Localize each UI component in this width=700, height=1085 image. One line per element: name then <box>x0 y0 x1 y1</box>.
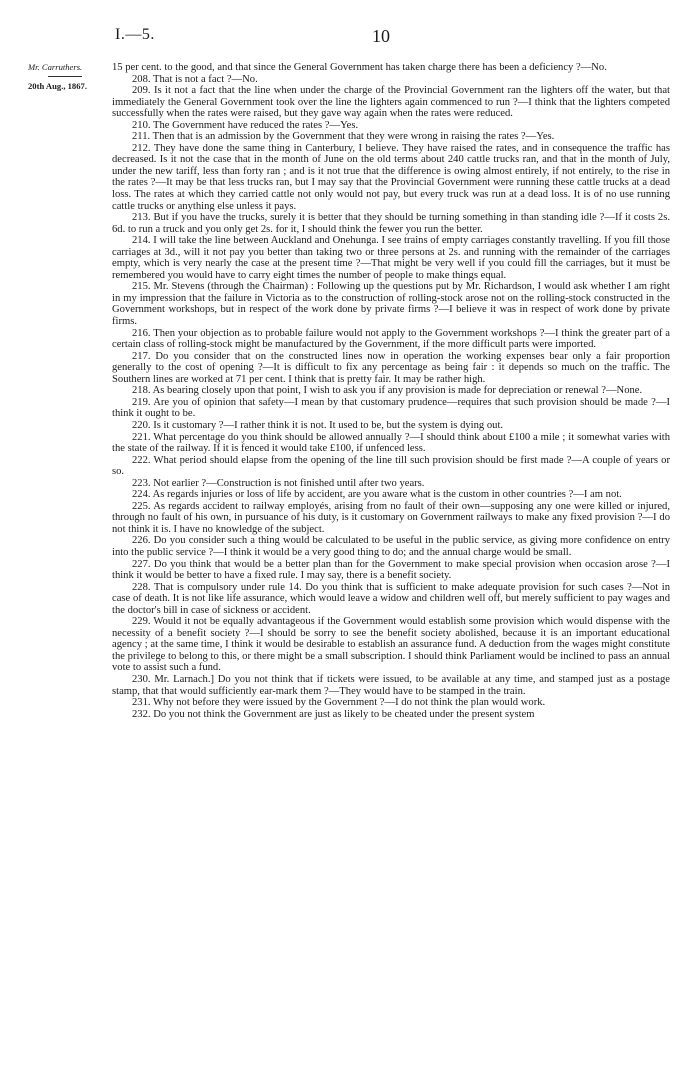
continued-answer: 15 per cent. to the good, and that since the General Government has taken charge there has been a deficiency ?—No. <box>112 62 607 73</box>
question-212: 212. They have done the same thing in Canterbury, I believe. They have raised the rates, and in consequence the traffic has decreased. Is it not the case that in the month of June on the old terms about 240 cattle trucks ran, and that in the month of July, under the new tariff, less than forty ran ; and is it not true that the difference is owing almost entirely, if not entirely, to the rise in the rates ?—It may be that less trucks ran, but I may say that the Provincial Government were running these cattle trucks at a dead loss. The rates at which they carried cattle not only would not pay, but every truck was run at a dead loss. It is of no use running cattle trucks or anything else unless it pays. <box>112 142 670 212</box>
question-228: 228. That is compulsory under rule 14. Do you think that is sufficient to make adequate provision for such cases ?—Not in case of death. It is not like life assurance, which would leave a widow and children well off, but merely sufficient to pay wages and the doctor's bill in case of sickness or accident. <box>112 581 670 616</box>
question-220: 220. Is it customary ?—I rather think it is not. It used to be, but the system is dying out. <box>132 419 504 431</box>
question-226: 226. Do you consider such a thing would be calculated to be useful in the public service, as giving more confidence on entry into the public service ?—I think it would be a very good thing to do; and the annual charge would be small. <box>112 535 670 558</box>
question-211: 211. Then that is an admission by the Government that they were wrong in raising the rates ?—Yes. <box>132 131 555 143</box>
question-222: 222. What period should elapse from the opening of the line till such provision should be first made ?—A couple of years or so. <box>112 454 670 478</box>
question-223: 223. Not earlier ?—Construction is not finished until after two years. <box>132 477 425 489</box>
question-219: 219. Are you of opinion that safety—I mean by that customary prudence—requires that such provision should be made ?—I think it ought to be. <box>112 396 670 420</box>
witness-name: Mr. Carruthers. <box>28 62 83 72</box>
page-number: 10 <box>372 26 390 46</box>
question-213: 213. But if you have the trucks, surely it is better that they should be turning something in than standing idle ?—If it costs 2s. 6d. to run a truck and you only get 2s. for it, I should think the fewer you run the better. <box>112 212 670 235</box>
question-215: 215. Mr. Stevens (through the Chairman) : Following up the questions put by Mr. Richardson, I would ask whether I am right in my impression that the failure in Victoria as to the construction of rolling-stock arose not on the rolling-stock constructed in the Government workshops, but in respect of the work done by private firms ?—I believe it was in respect of work done by private firms. <box>112 281 670 328</box>
question-217: 217. Do you consider that on the constructed lines now in operation the working expenses bear only a fair proportion generally to the cost of opening ?—It is difficult to fix any percentage as being fair : it depends so much on the traffic. The Southern lines are worked at 71 per cent. I think that is pretty fair. It may be rather high. <box>112 350 670 385</box>
question-208: 208. That is not a fact ?—No. <box>132 73 258 85</box>
question-216: 216. Then your objection as to probable failure would not apply to the Government workshops ?—I think the greater part of a certain class of rolling-stock might be manufactured by the Government, if the more difficult parts were imported. <box>112 327 670 351</box>
page-header <box>0 26 700 50</box>
question-210: 210. The Government have reduced the rates ?—Yes. <box>132 119 359 131</box>
question-225: 225. As regards accident to railway employés, arising from no fault of their own—supposing any one were killed or injured, through no fault of his own, in pursuance of his duty, is it customary on Government railways to make any fixed provision ?—I do not think it is. I have no knowledge of the subject. <box>112 500 670 535</box>
question-229: 229. Would it not be equally advantageous if the Government would establish some provision which would dispense with the necessity of a benefit society ?—I should be sorry to see the benefit society abolished, because it is an important educational agency ; at the same time, I think it would be desirable to establish an assurance fund. A deduction from the wages might constitute the privilege to belong to this, or there might be a small subscription. I should think Parliament would be inclined to pass an annual vote to assist such a fund. <box>112 616 670 674</box>
question-209: 209. Is it not a fact that the line when under the charge of the Provincial Government ran the lighters off the water, but that immediately the General Government took over the line the lighters again commenced to run ?—I think that the lighters competed successfully when the rates were raised, but they gave way again when the rates were reduced. <box>112 85 670 120</box>
hearing-date: 20th Aug., 1867. <box>28 81 87 92</box>
question-231: 231. Why not before they were issued by the Government ?—I do not think the plan would work. <box>132 697 546 709</box>
question-230: 230. Mr. Larnach.] Do you not think that if tickets were issued, to be available at any time, and stamped just as a postage stamp, that that would sufficiently ear-mark them ?—They would have to be stamped in the train. <box>112 673 670 697</box>
question-232: 232. Do you not think the Government are just as likely to be cheated under the present system <box>132 708 535 720</box>
margin-divider <box>48 76 82 77</box>
question-221: 221. What percentage do you think should be allowed annually ?—I should think about £100 a mile ; it somewhat varies with the state of the railway. If it is fenced it would take £100, if unfenced less. <box>112 431 670 455</box>
margin-notes <box>28 62 106 93</box>
question-218: 218. As bearing closely upon that point, I wish to ask you if any provision is made for depreciation or renewal ?—None. <box>132 385 643 397</box>
question-214: 214. I will take the line between Auckland and Onehunga. I see trains of empty carriages constantly travelling. If you fill those carriages at 3d., will it not pay you better than taking two or three persons at 2s. and running with the remainder of the carriages empty, which is very nearly the case at the present time ?—That might be very well if you could fill the carriages, but it must be remembered you would have to carry eight times the number of people to make things equal. <box>112 235 670 281</box>
question-227: 227. Do you think that would be a better plan than for the Government to make special provision when occasion arose ?—I think it would be better to have a fixed rule. I may say, there is a benefit society. <box>112 558 670 582</box>
question-224: 224. As regards injuries or loss of life by accident, are you aware what is the custom in other countries ?—I am not. <box>132 489 622 501</box>
evidence-text <box>112 62 670 720</box>
document-reference: I.—5. <box>115 26 155 43</box>
